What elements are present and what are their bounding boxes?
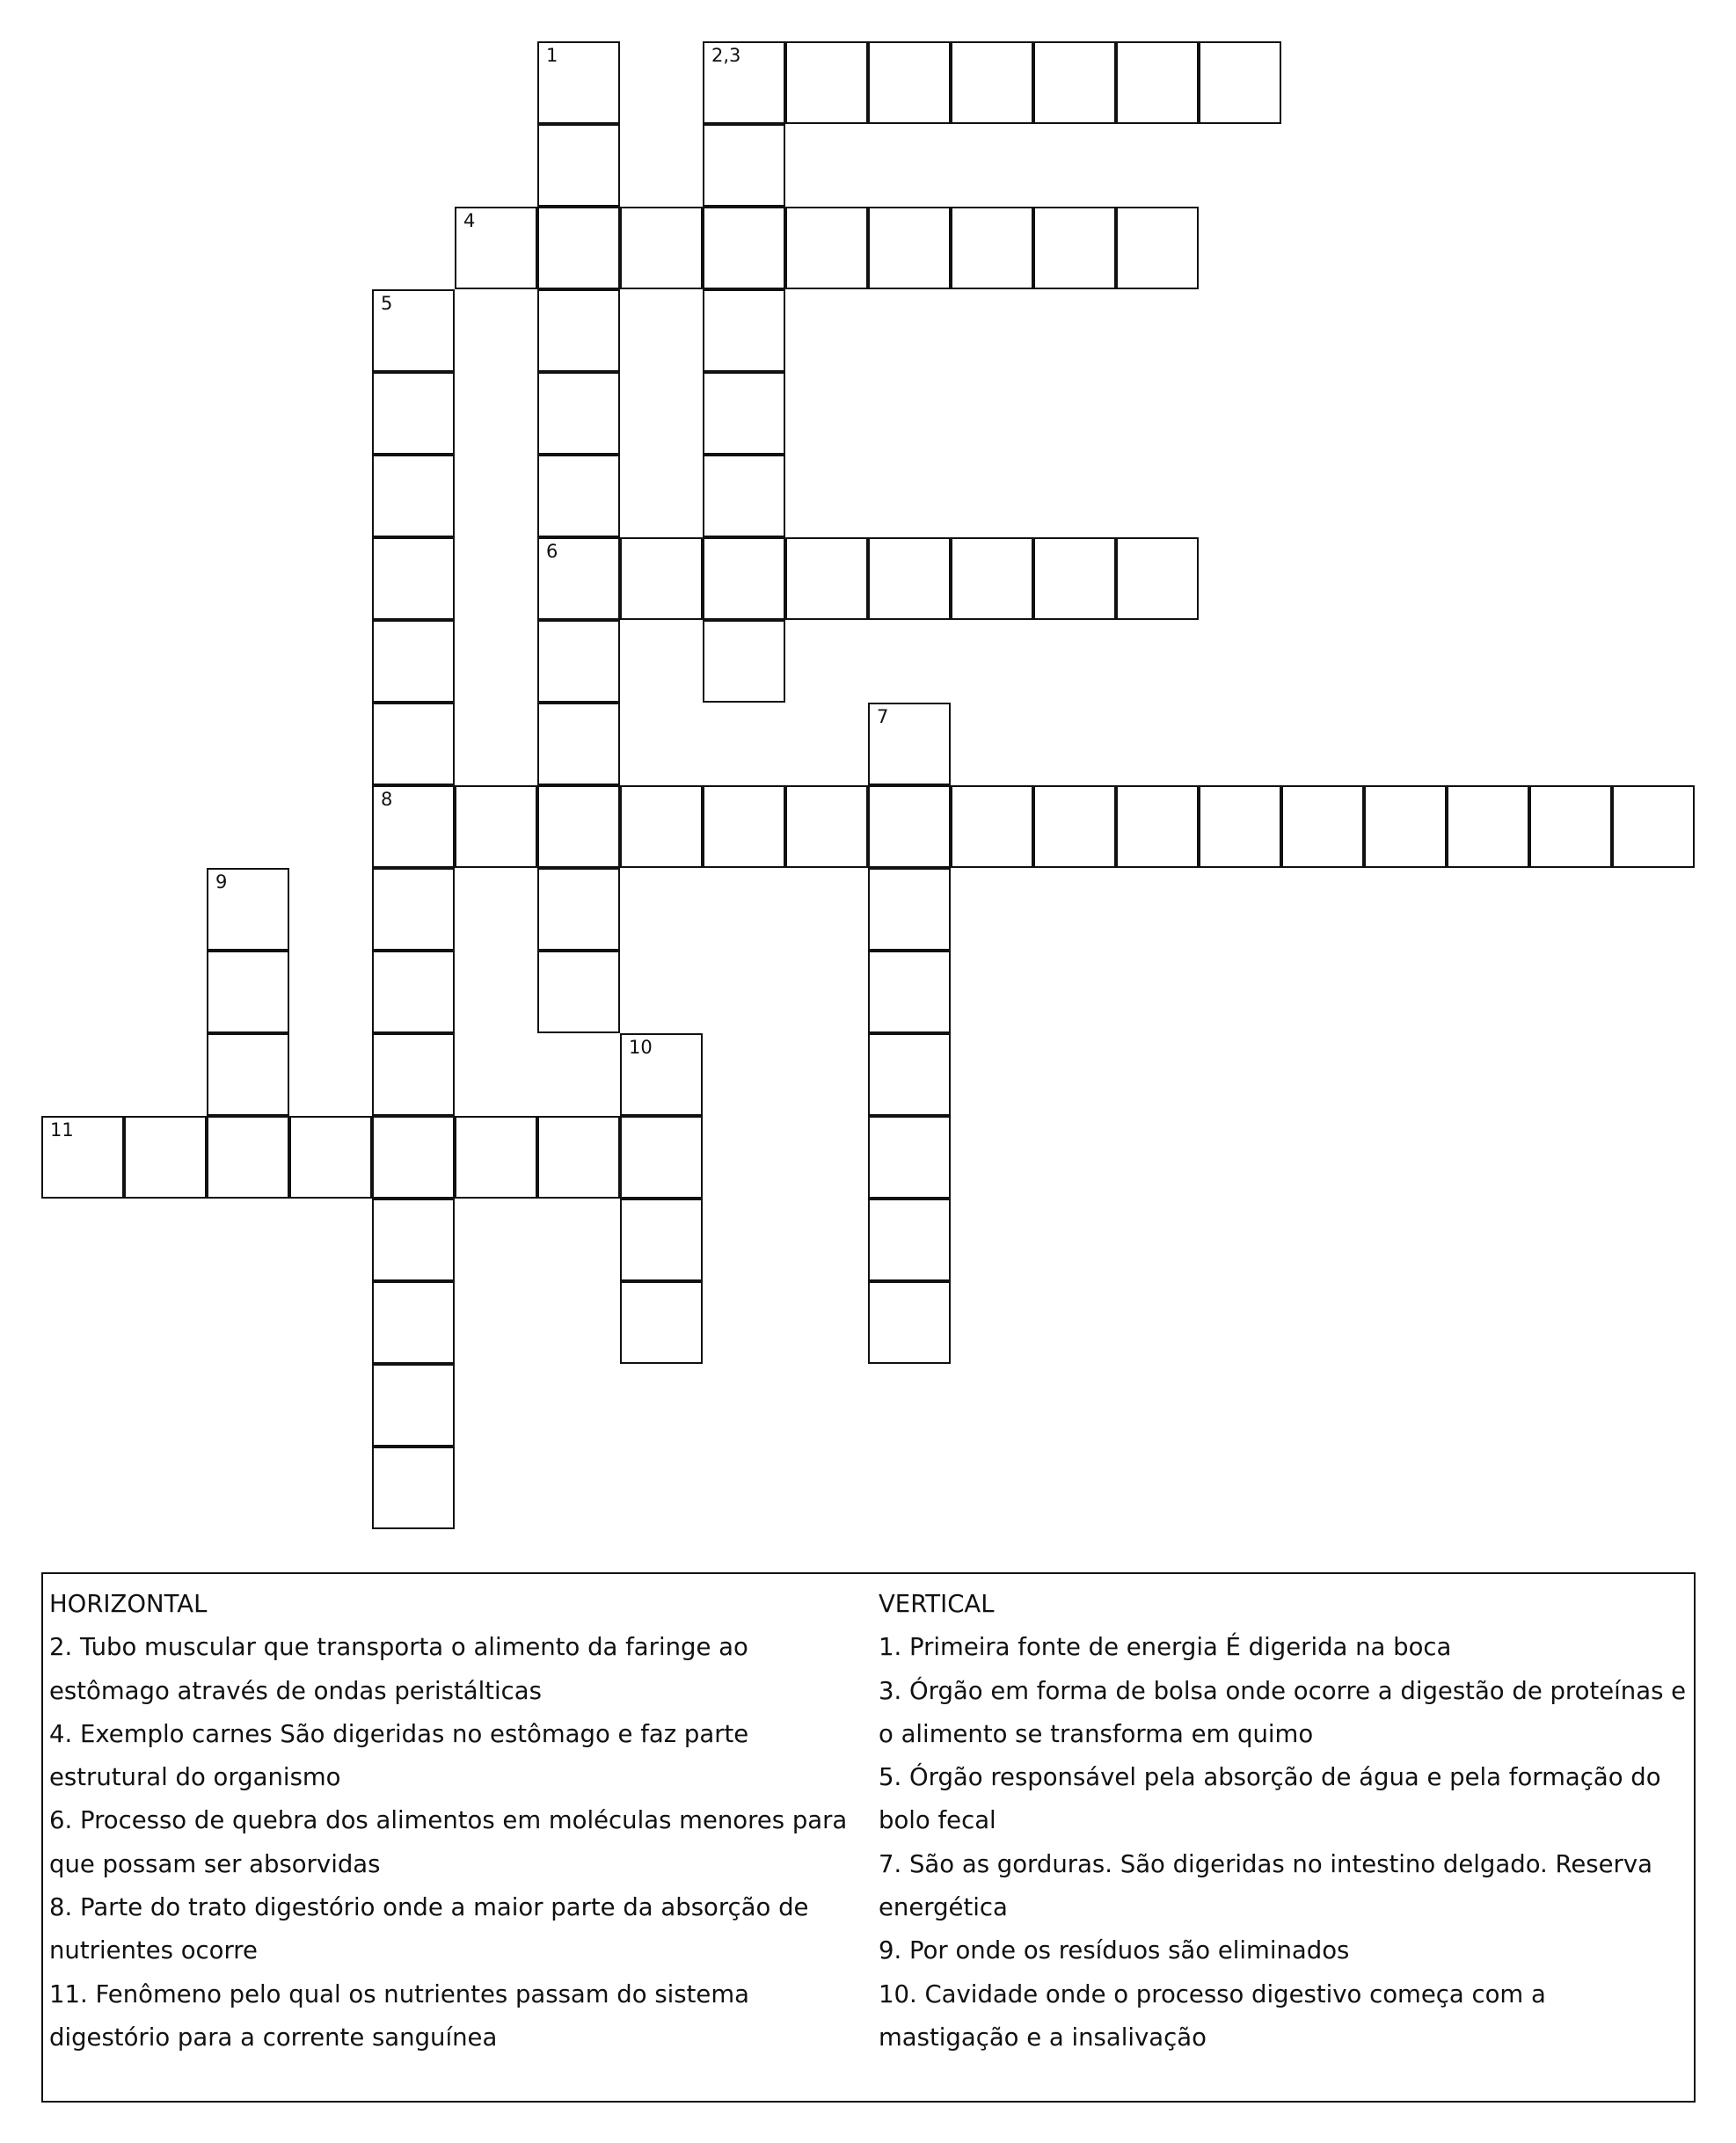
- crossword-cell[interactable]: [868, 951, 951, 1033]
- crossword-cell[interactable]: [207, 951, 289, 1033]
- crossword-cell[interactable]: [537, 703, 620, 785]
- clue-number: 2,3: [711, 45, 741, 66]
- clue-vertical-3: 3. Órgão em forma de bolsa onde ocorre a digestão de proteínas e o alimento se transforma em quimo: [879, 1676, 1687, 1748]
- crossword-cell[interactable]: [703, 455, 785, 537]
- crossword-cell[interactable]: [537, 207, 620, 289]
- clue-number: 4: [463, 210, 476, 231]
- crossword-cell[interactable]: [620, 207, 703, 289]
- crossword-cell[interactable]: [455, 1116, 537, 1199]
- crossword-cell[interactable]: [1033, 207, 1116, 289]
- clue-horizontal-8: 8. Parte do trato digestório onde a maior parte da absorção de nutrientes ocorre: [49, 1893, 809, 1965]
- crossword-cell[interactable]: [41, 1116, 124, 1199]
- crossword-cell[interactable]: [620, 1116, 703, 1199]
- crossword-cell[interactable]: [537, 289, 620, 372]
- crossword-cell[interactable]: [868, 1199, 951, 1281]
- crossword-cell[interactable]: [868, 537, 951, 620]
- crossword-cell[interactable]: [372, 1033, 455, 1116]
- crossword-cell[interactable]: [1199, 41, 1281, 124]
- crossword-cell[interactable]: [620, 785, 703, 868]
- crossword-cell[interactable]: [620, 1199, 703, 1281]
- crossword-cell[interactable]: [951, 537, 1033, 620]
- horizontal-heading: HORIZONTAL: [49, 1590, 208, 1618]
- crossword-cell[interactable]: [372, 455, 455, 537]
- crossword-cell[interactable]: [1033, 785, 1116, 868]
- crossword-cell[interactable]: [372, 537, 455, 620]
- crossword-cell[interactable]: [868, 703, 951, 785]
- crossword-cell[interactable]: [537, 41, 620, 124]
- clue-horizontal-4: 4. Exemplo carnes São digeridas no estômago e faz parte estrutural do organismo: [49, 1719, 749, 1792]
- crossword-cell[interactable]: [703, 620, 785, 703]
- crossword-cell[interactable]: [1529, 785, 1612, 868]
- crossword-cell[interactable]: [868, 785, 951, 868]
- crossword-cell[interactable]: [537, 1116, 620, 1199]
- crossword-cell[interactable]: [207, 1116, 289, 1199]
- crossword-cell[interactable]: [1116, 785, 1199, 868]
- crossword-cell[interactable]: [372, 289, 455, 372]
- crossword-cell[interactable]: [1447, 785, 1529, 868]
- crossword-cell[interactable]: [207, 1033, 289, 1116]
- crossword-cell[interactable]: [703, 537, 785, 620]
- clue-horizontal-11: 11. Fenômeno pelo qual os nutrientes passam do sistema digestório para a corrente sanguínea: [49, 1979, 749, 2052]
- clue-number: 6: [546, 541, 558, 562]
- crossword-cell[interactable]: [620, 1281, 703, 1364]
- clue-vertical-10: 10. Cavidade onde o processo digestivo começa com a mastigação e a insalivação: [879, 1979, 1546, 2052]
- crossword-cell[interactable]: [372, 785, 455, 868]
- clue-number: 5: [381, 293, 393, 314]
- crossword-cell[interactable]: [868, 1281, 951, 1364]
- crossword-cell[interactable]: [537, 620, 620, 703]
- crossword-cell[interactable]: [951, 785, 1033, 868]
- crossword-cell[interactable]: [703, 372, 785, 455]
- crossword-cell[interactable]: [372, 1447, 455, 1529]
- crossword-cell[interactable]: [372, 703, 455, 785]
- clue-number: 10: [629, 1037, 653, 1058]
- crossword-cell[interactable]: [289, 1116, 372, 1199]
- crossword-cell[interactable]: [868, 868, 951, 951]
- crossword-cell[interactable]: [537, 455, 620, 537]
- crossword-cell[interactable]: [372, 1116, 455, 1199]
- crossword-cell[interactable]: [703, 207, 785, 289]
- crossword-cell[interactable]: [372, 868, 455, 951]
- crossword-cell[interactable]: [124, 1116, 207, 1199]
- crossword-cell[interactable]: [785, 41, 868, 124]
- crossword-cell[interactable]: [372, 1364, 455, 1447]
- crossword-cell[interactable]: [455, 785, 537, 868]
- clue-number: 8: [381, 789, 393, 810]
- crossword-cell[interactable]: [868, 41, 951, 124]
- crossword-cell[interactable]: [620, 1033, 703, 1116]
- horizontal-clues: [49, 1583, 867, 2059]
- crossword-cell[interactable]: [455, 207, 537, 289]
- clue-horizontal-6: 6. Processo de quebra dos alimentos em moléculas menores para que possam ser absorvidas: [49, 1806, 848, 1878]
- crossword-cell[interactable]: [1364, 785, 1447, 868]
- crossword-cell[interactable]: [951, 41, 1033, 124]
- clue-number: 11: [50, 1119, 74, 1141]
- clue-vertical-1: 1. Primeira fonte de energia É digerida na boca: [879, 1633, 1452, 1662]
- crossword-cell[interactable]: [1199, 785, 1281, 868]
- crossword-cell[interactable]: [372, 372, 455, 455]
- crossword-cell[interactable]: [537, 124, 620, 207]
- crossword-cell[interactable]: [537, 372, 620, 455]
- crossword-cell[interactable]: [868, 207, 951, 289]
- clues-box: [41, 1572, 1696, 2103]
- crossword-cell[interactable]: [537, 537, 620, 620]
- clue-number: 1: [546, 45, 558, 66]
- crossword-cell[interactable]: [1612, 785, 1695, 868]
- crossword-cell[interactable]: [372, 620, 455, 703]
- crossword-cell[interactable]: [372, 1281, 455, 1364]
- crossword-cell[interactable]: [372, 1199, 455, 1281]
- clue-number: 9: [215, 871, 228, 893]
- crossword-cell[interactable]: [537, 785, 620, 868]
- crossword-cell[interactable]: [703, 124, 785, 207]
- crossword-cell[interactable]: [1116, 537, 1199, 620]
- crossword-cell[interactable]: [868, 1033, 951, 1116]
- crossword-cell[interactable]: [1281, 785, 1364, 868]
- vertical-heading: VERTICAL: [879, 1590, 995, 1618]
- vertical-clues: [879, 1583, 1692, 2059]
- crossword-cell[interactable]: [1116, 207, 1199, 289]
- crossword-cell[interactable]: [1033, 41, 1116, 124]
- crossword-cell[interactable]: [620, 537, 703, 620]
- clue-vertical-9: 9. Por onde os resíduos são eliminados: [879, 1936, 1350, 1965]
- crossword-cell[interactable]: [951, 207, 1033, 289]
- crossword-cell[interactable]: [785, 207, 868, 289]
- crossword-cell[interactable]: [1033, 537, 1116, 620]
- crossword-cell[interactable]: [703, 289, 785, 372]
- crossword-cell[interactable]: [1116, 41, 1199, 124]
- crossword-cell[interactable]: [207, 868, 289, 951]
- crossword-cell[interactable]: [537, 868, 620, 951]
- crossword-cell[interactable]: [703, 785, 785, 868]
- crossword-cell[interactable]: [785, 785, 868, 868]
- clue-vertical-7: 7. São as gorduras. São digeridas no intestino delgado. Reserva energética: [879, 1849, 1652, 1922]
- clue-vertical-5: 5. Órgão responsável pela absorção de água e pela formação do bolo fecal: [879, 1763, 1661, 1835]
- clue-number: 7: [877, 706, 889, 727]
- crossword-cell[interactable]: [537, 951, 620, 1033]
- crossword-cell[interactable]: [372, 951, 455, 1033]
- crossword-cell[interactable]: [868, 1116, 951, 1199]
- clue-horizontal-2: 2. Tubo muscular que transporta o alimento da faringe ao estômago através de ondas peristálticas: [49, 1633, 748, 1705]
- crossword-cell[interactable]: [785, 537, 868, 620]
- crossword-cell[interactable]: [703, 41, 785, 124]
